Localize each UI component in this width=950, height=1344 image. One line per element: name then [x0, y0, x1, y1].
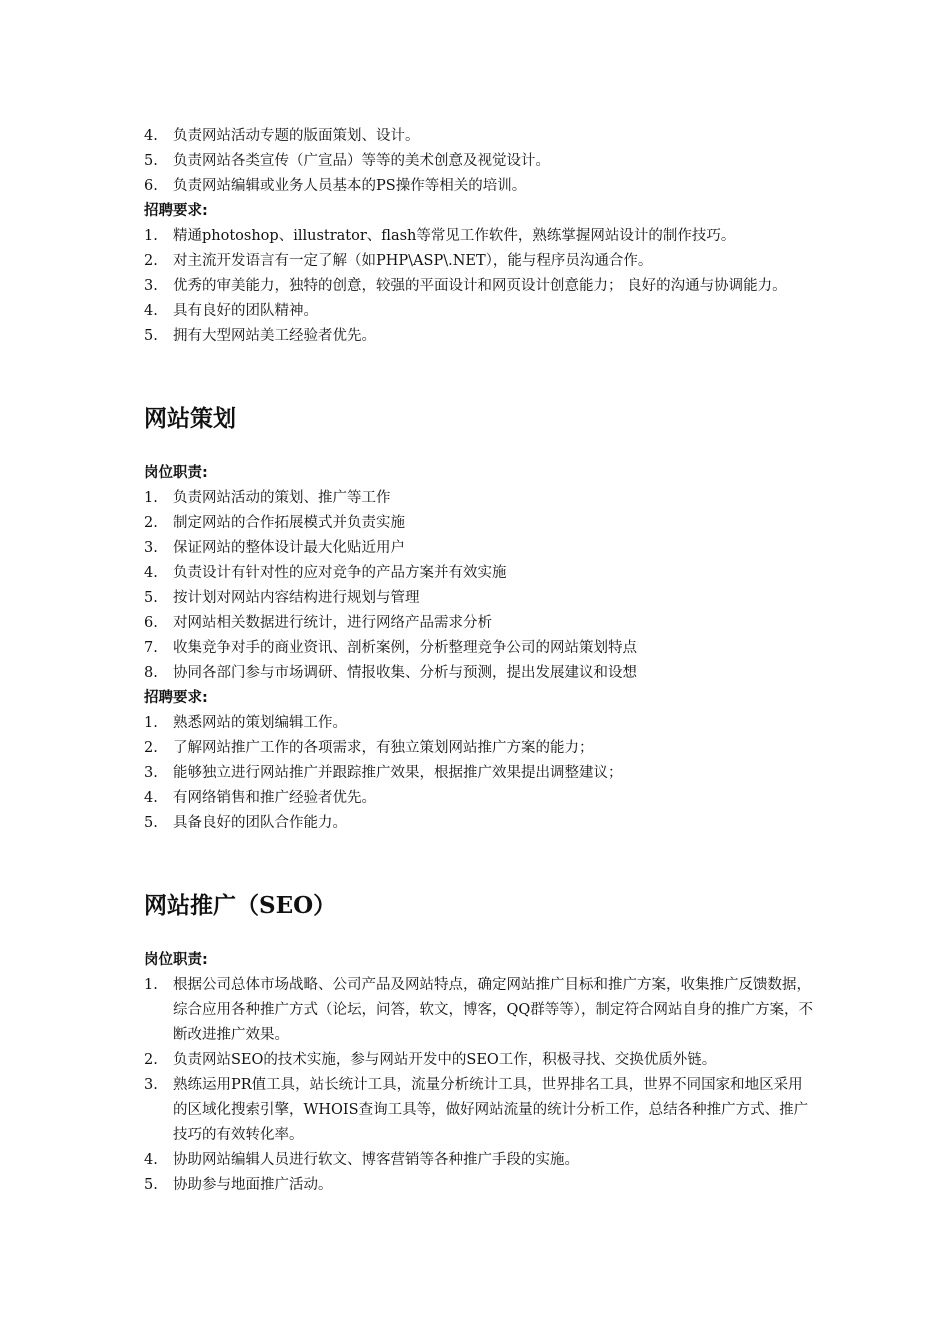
list-item — [144, 661, 814, 686]
list-item — [144, 636, 814, 661]
list-item — [144, 511, 814, 536]
list-item-number: 3. — [144, 540, 158, 556]
list-item — [144, 611, 814, 636]
list-item-text: 根据公司总体市场战略、公司产品及网站特点，确定网站推广目标和推广方案，收集推广反馈数据，综合应用各种推广方式（论坛，问答，软文，博客，QQ群等等），制定符合网站自身的推广方案，不断改进推广效果。 — [173, 977, 814, 1043]
list-item — [144, 761, 814, 786]
list-item-number: 4. — [144, 128, 158, 144]
list-item-text: 有网络销售和推广经验者优先。 — [173, 790, 376, 806]
list-item-number: 1. — [144, 715, 158, 731]
list-item-number: 2. — [144, 740, 158, 756]
list-item-number: 3. — [144, 278, 158, 294]
list-item-text: 负责网站SEO的技术实施，参与网站开发中的SEO工作，积极寻找、交换优质外链。 — [173, 1052, 717, 1068]
list-item-number: 6. — [144, 615, 158, 631]
list-item-text: 熟练运用PR值工具，站长统计工具，流量分析统计工具，世界排名工具，世界不同国家和地区采用的区域化搜索引擎，WHOIS查询工具等，做好网站流量的统计分析工作，总结各种推广方式、推广技巧的有效转化率。 — [173, 1077, 809, 1143]
document-content — [144, 124, 814, 1198]
list-item-number: 5. — [144, 815, 158, 831]
list-item — [144, 786, 814, 811]
list-item-number: 1. — [144, 977, 158, 993]
list-item-text: 负责网站活动的策划、推广等工作 — [173, 490, 391, 506]
list-item-number: 2. — [144, 515, 158, 531]
list-item-text: 具有良好的团队精神。 — [173, 303, 318, 319]
list-item — [144, 324, 814, 349]
list-item-number: 1. — [144, 228, 158, 244]
design-requirements-list — [144, 224, 814, 349]
list-item — [144, 149, 814, 174]
list-item-text: 收集竞争对手的商业资讯、剖析案例，分析整理竞争公司的网站策划特点 — [173, 640, 637, 656]
list-item — [144, 736, 814, 761]
list-item-number: 4. — [144, 1152, 158, 1168]
list-item — [144, 249, 814, 274]
list-item — [144, 536, 814, 561]
list-item — [144, 586, 814, 611]
list-item — [144, 1148, 814, 1173]
list-item-number: 6. — [144, 178, 158, 194]
list-item-text: 保证网站的整体设计最大化贴近用户 — [173, 540, 405, 556]
list-item-text: 能够独立进行网站推广并跟踪推广效果，根据推广效果提出调整建议； — [173, 765, 623, 781]
list-item-number: 8. — [144, 665, 158, 681]
list-item — [144, 299, 814, 324]
list-item-text: 协助参与地面推广活动。 — [173, 1177, 333, 1193]
list-item — [144, 174, 814, 199]
list-item-text: 负责网站活动专题的版面策划、设计。 — [173, 128, 420, 144]
list-item-text: 精通photoshop、illustrator、flash等常见工作软件，熟练掌握网站设计的制作技巧。 — [173, 228, 736, 244]
list-item-text: 对主流开发语言有一定了解（如PHP\ASP\.NET），能与程序员沟通合作。 — [173, 253, 653, 269]
list-item-text: 拥有大型网站美工经验者优先。 — [173, 328, 376, 344]
list-item-number: 4. — [144, 303, 158, 319]
list-item-number: 5. — [144, 590, 158, 606]
list-item-text: 制定网站的合作拓展模式并负责实施 — [173, 515, 405, 531]
list-item-text: 负责网站编辑或业务人员基本的PS操作等相关的培训。 — [173, 178, 527, 194]
seo-section-title: 网站推广（SEO） — [144, 892, 337, 919]
list-item-number: 1. — [144, 490, 158, 506]
list-item — [144, 1073, 814, 1148]
seo-duties-list — [144, 973, 814, 1198]
list-item-text: 负责设计有针对性的应对竞争的产品方案并有效实施 — [173, 565, 507, 581]
seo-duties-label: 岗位职责: — [144, 952, 208, 968]
list-item — [144, 486, 814, 511]
planning-section-title: 网站策划 — [144, 405, 236, 432]
list-item-text: 了解网站推广工作的各项需求，有独立策划网站推广方案的能力； — [173, 740, 594, 756]
list-item-text: 按计划对网站内容结构进行规划与管理 — [173, 590, 420, 606]
list-item — [144, 711, 814, 736]
list-item-text: 具备良好的团队合作能力。 — [173, 815, 347, 831]
list-item-text: 协同各部门参与市场调研、情报收集、分析与预测，提出发展建议和设想 — [173, 665, 637, 681]
list-item-number: 7. — [144, 640, 158, 656]
list-item-number: 4. — [144, 565, 158, 581]
list-item-number: 5. — [144, 1177, 158, 1193]
list-item-text: 协助网站编辑人员进行软文、博客营销等各种推广手段的实施。 — [173, 1152, 579, 1168]
list-item — [144, 274, 814, 299]
list-item — [144, 124, 814, 149]
planning-requirements-label: 招聘要求: — [144, 690, 208, 706]
list-item-text: 负责网站各类宣传（广宣品）等等的美术创意及视觉设计。 — [173, 153, 550, 169]
list-item-number: 3. — [144, 765, 158, 781]
planning-duties-label: 岗位职责: — [144, 465, 208, 481]
list-item-text: 优秀的审美能力，独特的创意，较强的平面设计和网页设计创意能力； 良好的沟通与协调能力。 — [173, 278, 787, 294]
list-item-number: 5. — [144, 328, 158, 344]
list-item — [144, 224, 814, 249]
design-requirements-label: 招聘要求: — [144, 203, 208, 219]
list-item-number: 2. — [144, 1052, 158, 1068]
planning-duties-list — [144, 486, 814, 686]
list-item — [144, 1048, 814, 1073]
list-item — [144, 973, 814, 1048]
planning-requirements-list — [144, 711, 814, 836]
list-item — [144, 1173, 814, 1198]
list-item-number: 3. — [144, 1077, 158, 1093]
list-item-text: 对网站相关数据进行统计，进行网络产品需求分析 — [173, 615, 492, 631]
list-item-text: 熟悉网站的策划编辑工作。 — [173, 715, 347, 731]
design-duties-list — [144, 124, 814, 199]
list-item-number: 5. — [144, 153, 158, 169]
list-item-number: 2. — [144, 253, 158, 269]
list-item — [144, 811, 814, 836]
list-item — [144, 561, 814, 586]
list-item-number: 4. — [144, 790, 158, 806]
